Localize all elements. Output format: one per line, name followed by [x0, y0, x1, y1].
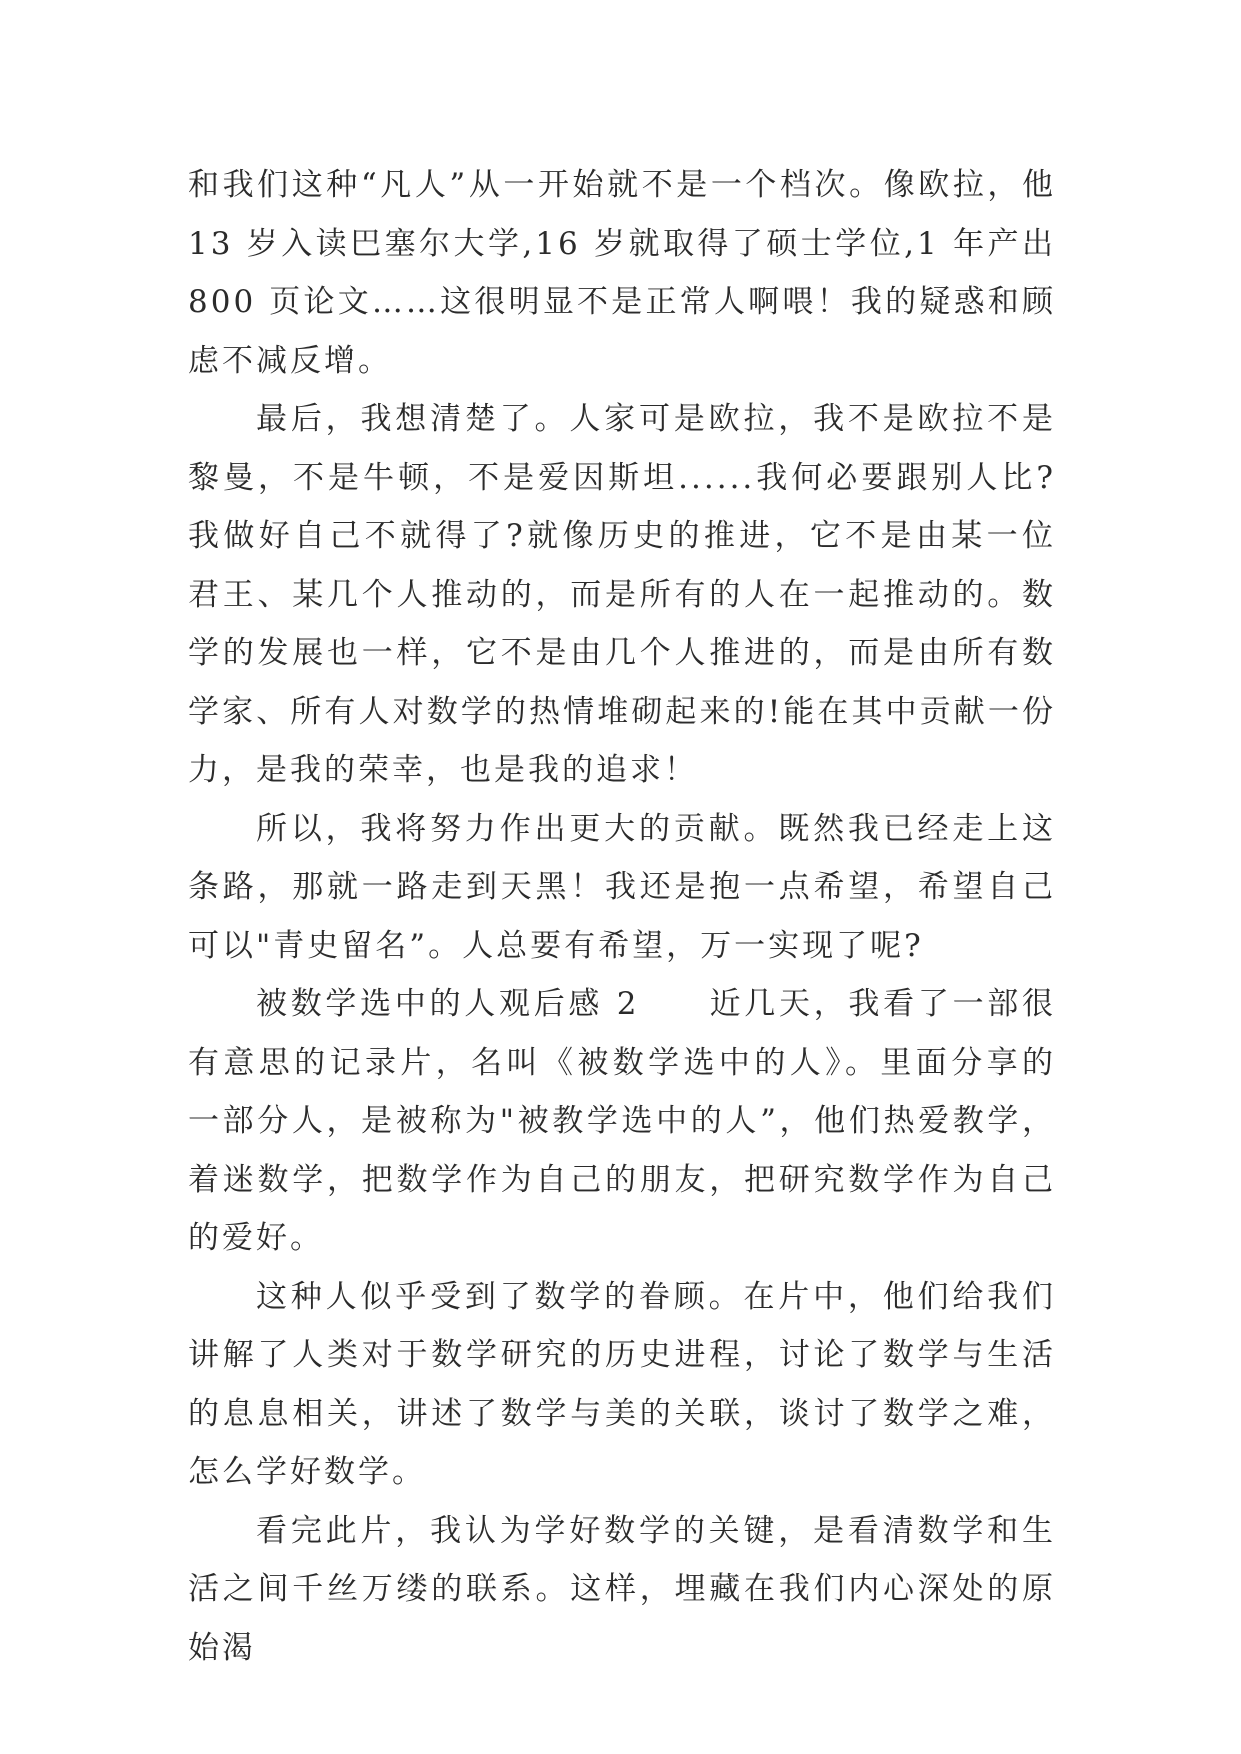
paragraph-4: 被数学选中的人观后感 2 近几天，我看了一部很有意思的记录片，名叫《被数学选中的人》。里面分享的一部分人，是被称为"被教学选中的人”，他们热爱教学，着迷数学，把数学作为自己的朋友，把研究数学作为自己的爱好。: [188, 986, 1056, 1256]
paragraph-5: 这种人似乎受到了数学的眷顾。在片中，他们给我们讲解了人类对于数学研究的历史进程，讨论了数学与生活的息息相关，讲述了数学与美的关联，谈讨了数学之难，怎么学好数学。: [188, 1278, 1056, 1490]
paragraph-3: 所以，我将努力作出更大的贡献。既然我已经走上这条路，那就一路走到天黑！我还是抱一点希望，希望自己可以"青史留名”。人总要有希望，万一实现了呢?: [188, 810, 1056, 964]
paragraph-1: 和我们这种“凡人”从一开始就不是一个档次。像欧拉，他 13 岁入读巴塞尔大学,16 岁就取得了硕士学位,1 年产出 800 页论文……这很明显不是正常人啊喂！我的疑惑和顾虑不减反增。: [188, 167, 1056, 379]
paragraph-6: 看完此片，我认为学好数学的关键，是看清数学和生活之间千丝万缕的联系。这样，埋藏在我们内心深处的原始渴: [188, 1512, 1056, 1666]
paragraph-2: 最后，我想清楚了。人家可是欧拉，我不是欧拉不是黎曼，不是牛顿，不是爱因斯坦......我何必要跟别人比?我做好自己不就得了?就像历史的推进，它不是由某一位君王、某几个人推动的，而是所有的人在一起推动的。数学的发展也一样，它不是由几个人推进的，而是由所有数学家、所有人对数学的热情堆砌起来的!能在其中贡献一份力，是我的荣幸，也是我的追求！: [188, 401, 1056, 788]
document-body: [188, 156, 1056, 1677]
